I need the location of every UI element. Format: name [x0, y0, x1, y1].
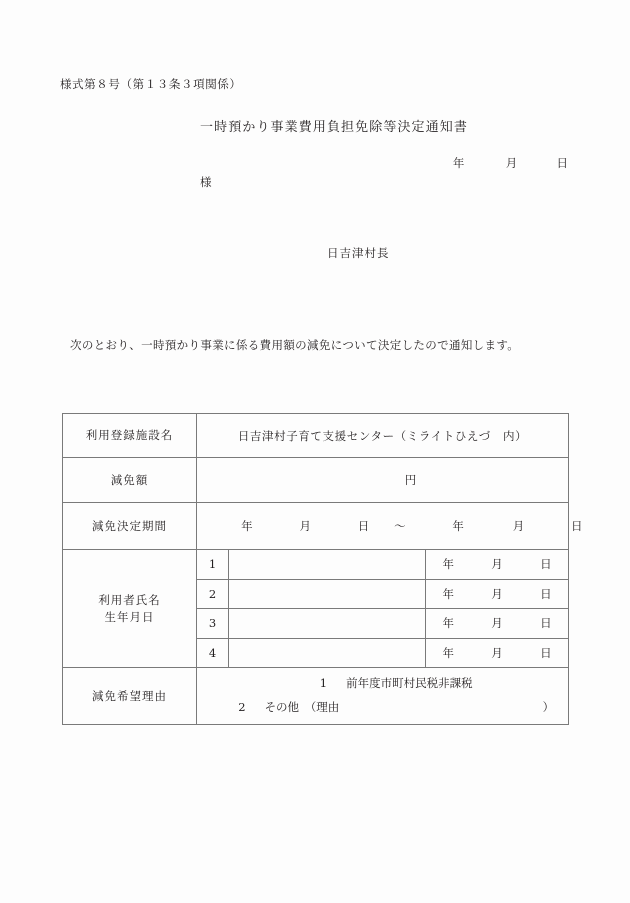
form-number: 様式第８号（第１３条３項関係）: [60, 77, 242, 91]
table-row: [63, 458, 569, 503]
user-dob-year: 年: [442, 557, 454, 572]
user-row-number: 2: [197, 579, 229, 609]
user-dob-day: 日: [540, 616, 552, 631]
period-end-year: 年: [452, 519, 465, 533]
period-label: 減免決定期間: [63, 503, 197, 550]
period-start-year: 年: [241, 519, 254, 533]
facility-label: 利用登録施設名: [63, 414, 197, 458]
user-row-number: 1: [197, 550, 229, 580]
table-row: [63, 503, 569, 550]
reason-option-1[interactable]: [197, 672, 568, 696]
users-label-line1: 利用者氏名: [98, 592, 161, 607]
table-row: [63, 668, 569, 725]
period-start-month: 月: [299, 519, 312, 533]
user-dob-month: 月: [491, 586, 503, 601]
amount-value-cell[interactable]: [197, 458, 569, 503]
user-row-number: 3: [197, 609, 229, 639]
reason-option-2-number: 2: [238, 700, 246, 714]
reason-option-1-text: 前年度市町村民税非課税: [346, 676, 473, 691]
reason-option-2-close-paren: ）: [542, 700, 555, 714]
user-dob-field[interactable]: [426, 579, 569, 609]
user-name-field[interactable]: [229, 609, 426, 639]
user-dob-day: 日: [540, 645, 552, 660]
period-start-day: 日: [357, 519, 370, 533]
reason-option-2[interactable]: [197, 696, 568, 720]
issue-date-line: [453, 155, 568, 171]
user-dob-month: 月: [491, 616, 503, 631]
user-dob-field[interactable]: [426, 609, 569, 639]
user-dob-year: 年: [442, 616, 454, 631]
user-dob-month: 月: [491, 645, 503, 660]
user-name-field[interactable]: [229, 638, 426, 668]
body-paragraph: 次のとおり、一時預かり事業に係る費用額の減免について決定したので通知します。: [70, 338, 520, 352]
users-label: [63, 550, 197, 668]
user-name-field[interactable]: [229, 550, 426, 580]
period-end-day: 日: [571, 519, 584, 533]
user-row-number: 4: [197, 638, 229, 668]
period-range: [197, 519, 583, 533]
user-dob-year: 年: [442, 586, 454, 601]
user-dob-day: 日: [540, 586, 552, 601]
issue-date-month: 月: [505, 156, 518, 170]
period-separator: ～: [394, 519, 407, 533]
addressee-suffix: 様: [200, 175, 212, 189]
user-name-field[interactable]: [229, 579, 426, 609]
amount-label: 減免額: [63, 458, 197, 503]
reason-option-2-text: その他 （理由: [264, 700, 340, 714]
table-row: [63, 414, 569, 458]
issuer-name: 日吉津村長: [327, 246, 390, 260]
user-dob-day: 日: [540, 557, 552, 572]
facility-value: 日吉津村子育て支援センター（ミライトひえづ 内）: [197, 414, 569, 458]
reason-label: 減免希望理由: [63, 668, 197, 725]
user-dob-field[interactable]: [426, 550, 569, 580]
users-label-line2: 生年月日: [104, 609, 155, 624]
decision-form-table: [62, 413, 584, 725]
document-title: 一時預かり事業費用負担免除等決定通知書: [200, 120, 468, 135]
period-end-month: 月: [512, 519, 525, 533]
period-value-cell[interactable]: [197, 503, 584, 550]
issue-date-day: 日: [556, 156, 568, 170]
issue-date-year: 年: [452, 156, 465, 170]
user-dob-month: 月: [491, 557, 503, 572]
user-dob-field[interactable]: [426, 638, 569, 668]
amount-unit: 円: [404, 473, 417, 487]
reason-option-1-number: 1: [319, 676, 328, 691]
reason-options: [197, 668, 569, 725]
user-dob-year: 年: [442, 645, 454, 660]
table-row: [63, 550, 569, 580]
